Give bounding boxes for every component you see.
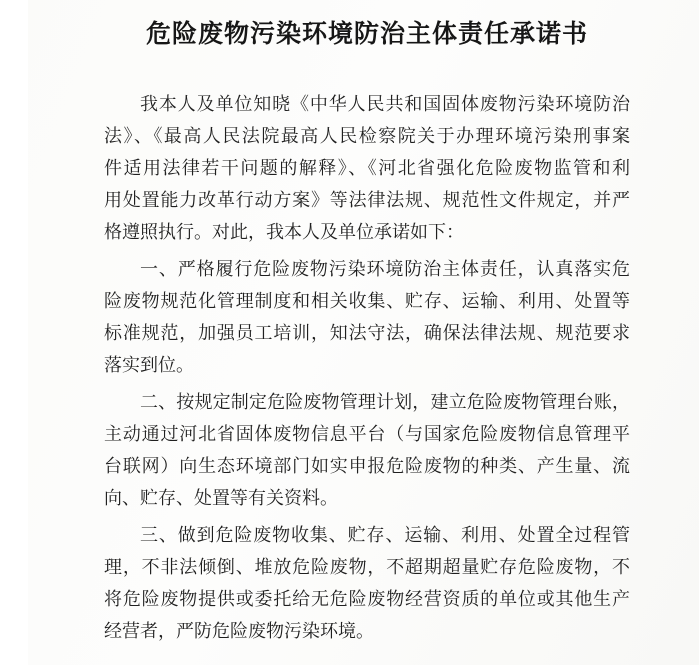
text-line: 理，不非法倾倒、堆放危险废物，不超期超量贮存危险废物，不: [104, 557, 630, 577]
text-line: 法》、《最高人民法院最高人民检察院关于办理环境污染刑事案: [104, 126, 630, 146]
paragraph: [104, 519, 630, 647]
text-line: 经营者，严防危险废物污染环境。: [104, 621, 374, 641]
text-line: 我本人及单位知晓《中华人民共和国固体废物污染环境防治: [140, 94, 630, 114]
document-title: 危险废物污染环境防治主体责任承诺书: [145, 21, 588, 48]
text-line: 主动通过河北省固体废物信息平台（与国家危险废物信息管理平: [104, 424, 630, 444]
text-line: 三、做到危险废物收集、贮存、运输、利用、处置全过程管: [140, 525, 630, 545]
text-line: 险废物规范化管理制度和相关收集、贮存、运输、利用、处置等: [104, 291, 630, 311]
text-line: 标准规范，加强员工培训，知法守法，确保法律法规、规范要求: [104, 323, 630, 343]
text-line: 将危险废物提供或委托给无危险废物经营资质的单位或其他生产: [104, 589, 630, 609]
text-line: 件适用法律若干问题的解释》、《河北省强化危险废物监管和利: [104, 158, 630, 178]
text-line: 落实到位。: [104, 355, 194, 375]
text-line: 台联网）向生态环境部门如实申报危险废物的种类、产生量、流: [104, 456, 630, 476]
paragraph: [104, 88, 630, 248]
paragraph: [104, 386, 630, 514]
text-line: 格遵照执行。对此，我本人及单位承诺如下：: [104, 222, 464, 242]
text-line: 向、贮存、处置等有关资料。: [104, 488, 338, 508]
text-line: 用处置能力改革行动方案》等法律法规、规范性文件规定，并严: [104, 190, 630, 210]
document-body: [104, 88, 630, 652]
text-line: 二、按规定制定危险废物管理计划，建立危险废物管理台账，: [140, 392, 630, 412]
paragraph: [104, 253, 630, 381]
page-edge-shading: [0, 0, 28, 665]
text-line: 一、严格履行危险废物污染环境防治主体责任，认真落实危: [140, 259, 630, 279]
